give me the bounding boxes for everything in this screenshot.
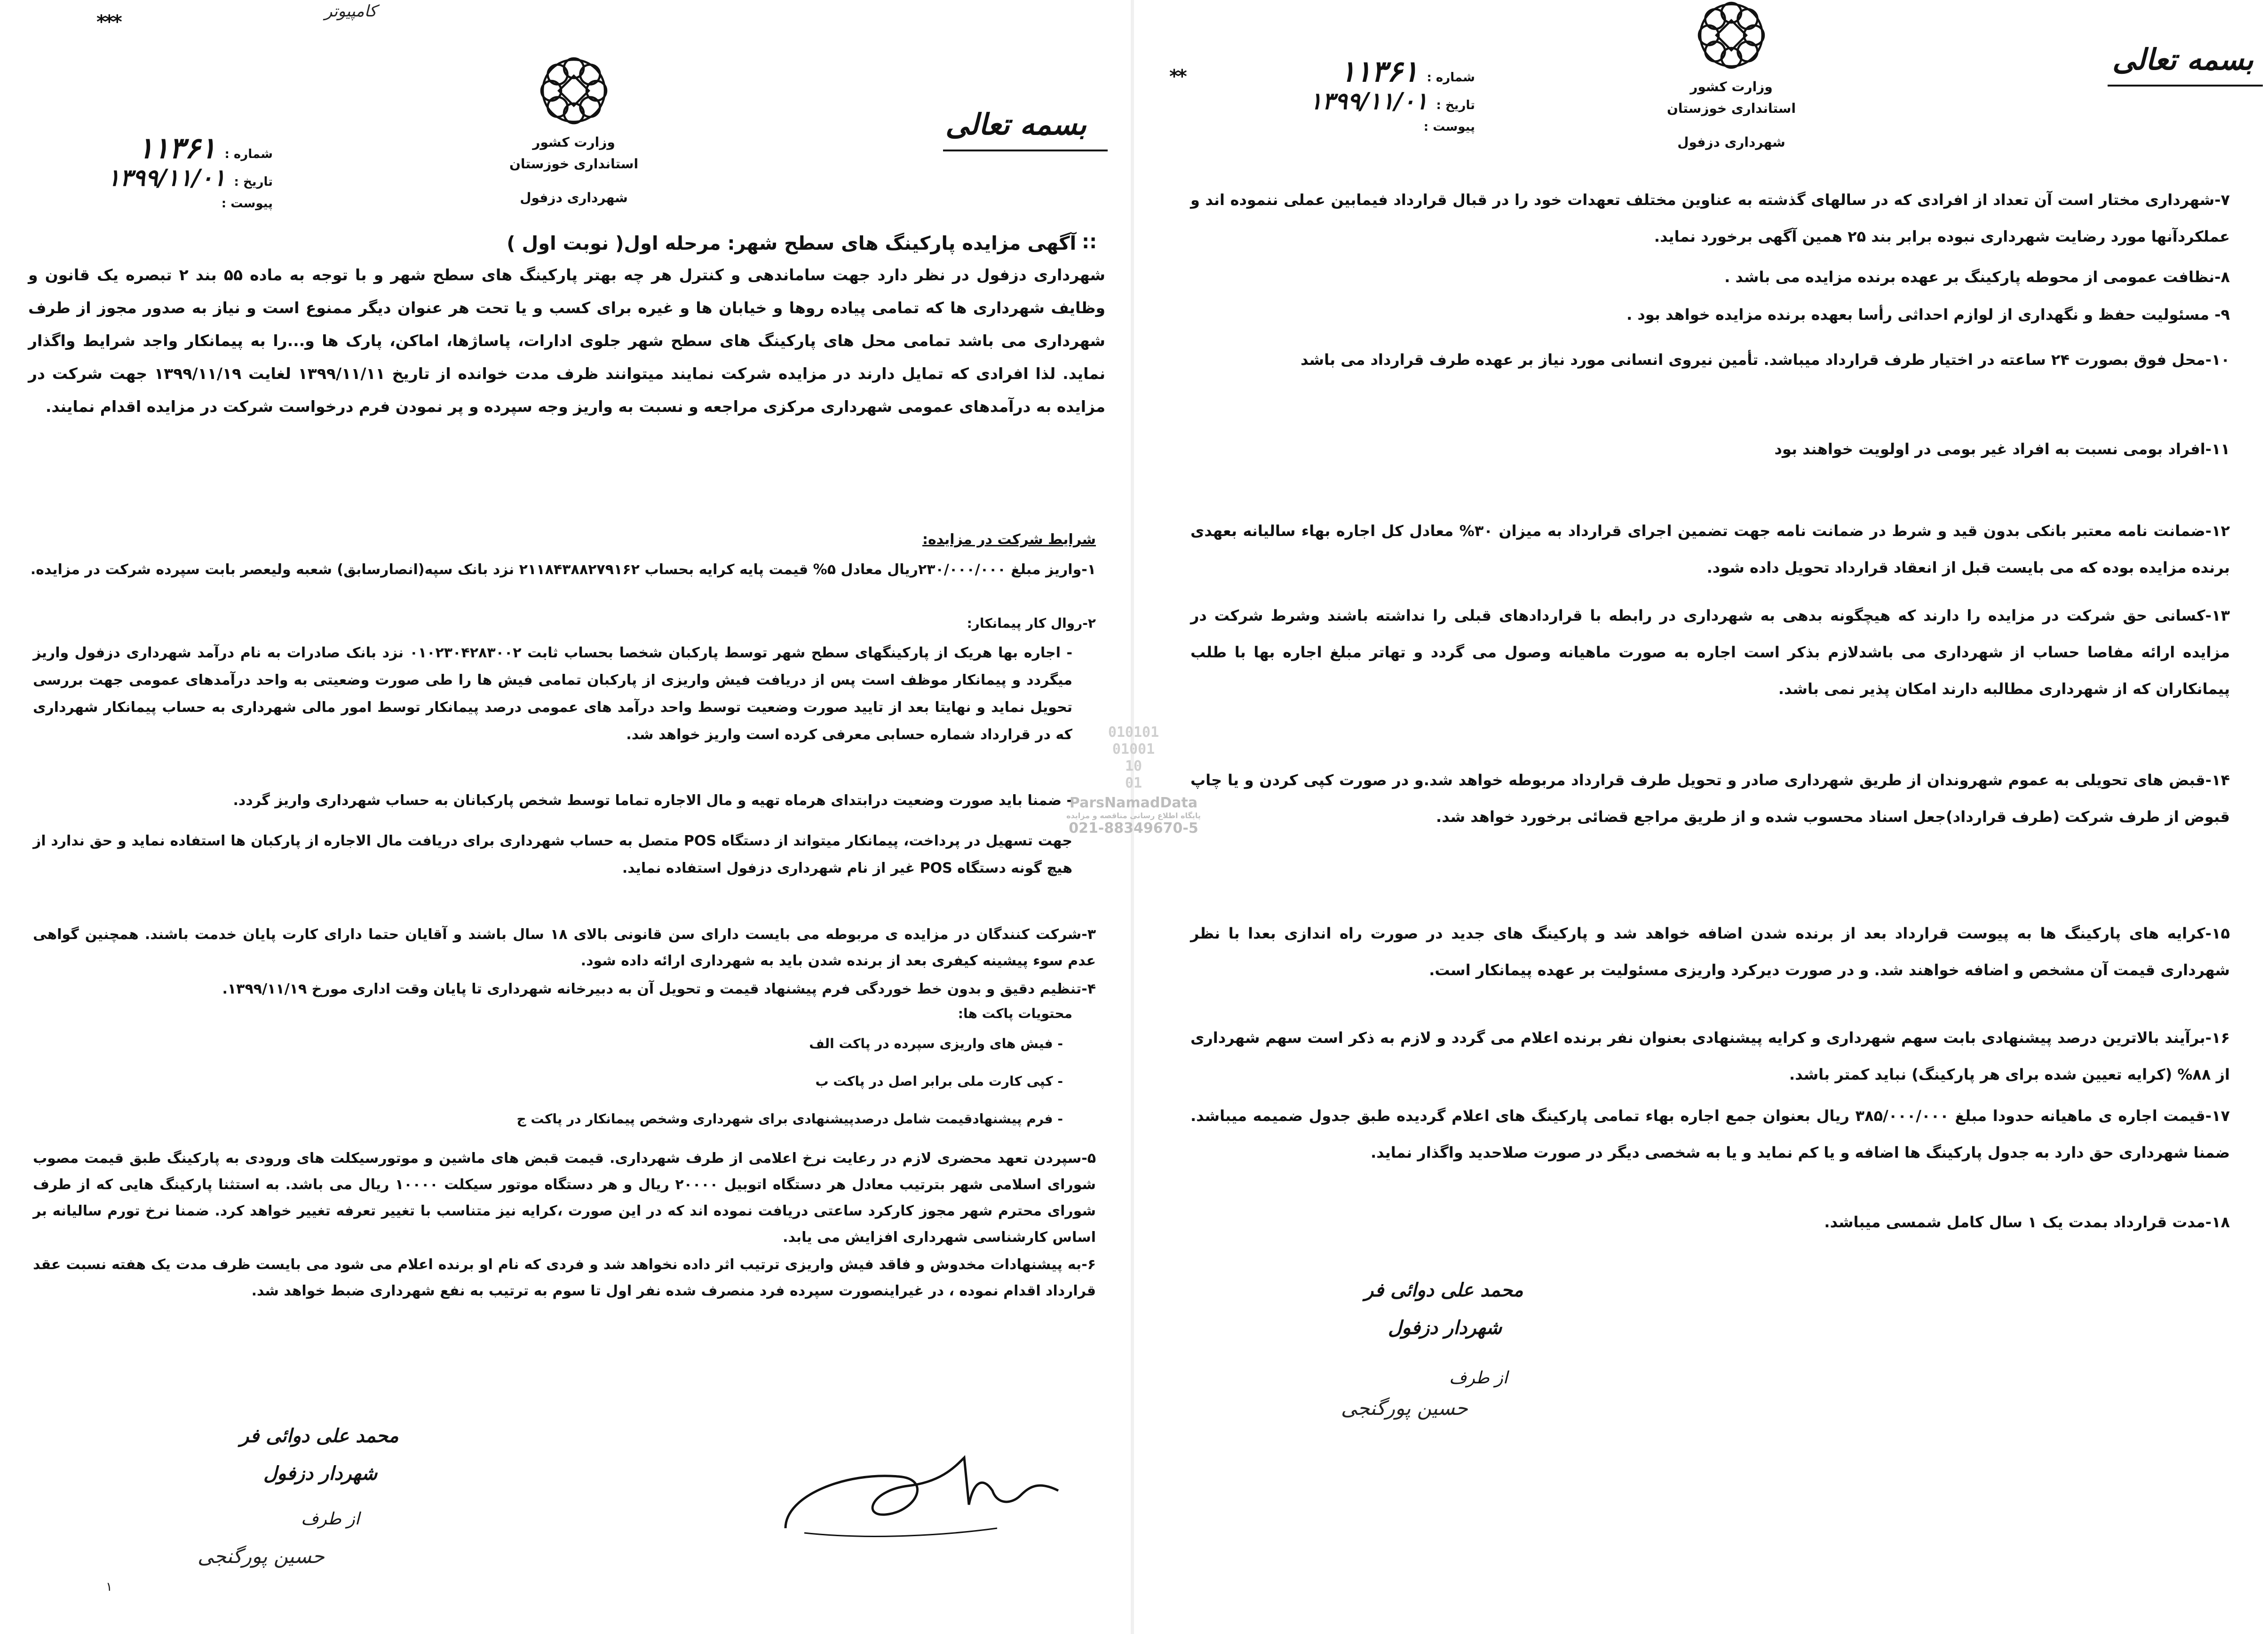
emblem-icon (1696, 0, 1767, 71)
handwritten-note: کامپیوتر (325, 2, 377, 21)
page-two (1134, 0, 2268, 1634)
signatory-name: محمد علی دوائی فر (240, 1425, 399, 1447)
condition-2-title: ۲-روال کار پیمانکار: (967, 616, 1096, 631)
condition-4: ۴-تنظیم دقیق و بدون خط خوردگی فرم پیشنهاد قیمت و تحویل آن به دبیرخانه شهرداری تا پایان وقت اداری مورخ ۱۳۹۹/۱۱/۱۹. (222, 981, 1096, 997)
page-number: ۱ (106, 1580, 112, 1594)
ministry-name: وزارت کشور (532, 134, 615, 150)
clause-8: ۸-نظافت عمومی از محوطه پارکینگ بر عهده برنده مزایده می باشد . (1724, 268, 2230, 286)
number-label: شماره : (224, 147, 273, 161)
clause-18: ۱۸-مدت قرارداد بمدت یک ۱ سال کامل شمسی میباشد. (1824, 1213, 2230, 1231)
basmala-underline-right (2108, 85, 2263, 87)
condition-6: ۶-به پیشنهادات مخدوش و فاقد فیش واریزی ترتیب اثر داده نخواهد شد و فردی که نام او برنده اعلام می شود می بایست ظرف مدت یک هفته نسبت عقد قرارداد اقدام نموده ، در غیراینصورت سپرده فرد منصرف شده نفر اول تا سوم به ترتیب به نفع شهرداری ضبط خواهد شد. (33, 1256, 1096, 1299)
intro-paragraph: شهرداری دزفول در نظر دارد جهت ساماندهی و کنترل هر چه بهتر پارکینگ های سطح شهر و با توجه به ماده ۵۵ بند ۲ تبصره یک قانون و وظایف شهرداری ها که تمامی پیاده روها و خیابان ها و غیره برای کسب و یا تحت هر عنوان دیگر ممنوع است و نیاز به صدور مجوز از طرف شهرداری می باشد تمامی محل های پارکینگ های سطح شهر جلوی ادارات، پاساژها، اماکن، پارک ها و...را به پیمانکار واجد شرایط واگذار نماید. لذا افرادی که تمایل دارند در مزایده شرکت نمایند میتوانند ظرف مدت خوانده از تاریخ ۱۳۹۹/۱۱/۱۱ لغایت ۱۳۹۹/۱۱/۱۹ جهت شرکت در مزایده به درآمدهای عمومی شهرداری مرکزی مراجعه و نسبت به واریز وجه سپرده و پر نمودن فرم درخواست شرکت در مزایده اقدام نمایند. (28, 266, 1106, 416)
condition-1: ۱-واریز مبلغ ۲۳۰/۰۰۰/۰۰۰ریال معادل ۵% قیمت پایه کرایه بحساب ۲۱۱۸۴۳۸۸۲۷۹۱۶۲ نزد بانک سپه(انصارسابق) شعبه ولیعصر بابت سپرده شرکت در مزایده. (30, 561, 1096, 578)
number-label: شماره : (1427, 71, 1475, 85)
basmala-underline (943, 150, 1108, 151)
delegate-signature: حسین پورگنجی (1341, 1397, 1468, 1420)
watermark-phone: 021-88349670-5 (1069, 820, 1198, 837)
delegate-signature: حسین پورگنجی (198, 1545, 325, 1568)
watermark-bits-4: 01 (1125, 775, 1142, 791)
date-row (1212, 87, 1475, 120)
letterhead-right (1651, 0, 1811, 153)
signatory-name: محمد علی دوائی فر (1364, 1279, 1523, 1301)
basmala-right: بسمه تعالی (2112, 42, 2253, 77)
attachment-row (9, 197, 273, 229)
date-value: ۱۳۹۹/۱۱/۰۱ (107, 164, 226, 191)
corner-mark-right: ** (1169, 66, 1185, 87)
clause-12: ۱۲-ضمانت نامه معتبر بانکی بدون قید و شرط در ضمانت نامه جهت تضمین اجرای قرارداد به میزان ۳۰% معادل کل اجاره بهاء سالیانه بعهدی برنده مزایده بوده که می بایست قبل از انعقاد قرارداد تحویل داده شود. (1190, 522, 2230, 576)
signatory-title: شهردار دزفول (263, 1462, 378, 1484)
municipality-name: شهرداری دزفول (1677, 134, 1785, 150)
clause-14: ۱۴-قبض های تحویلی به عموم شهروندان از طریق شهرداری صادر و تحویل طرف قرارداد مربوطه خواهد شد.و در صورت کپی کردن و یا چاپ قبوض از طرف شرکت (طرف قرارداد)جعل اسناد محسوب شده و از طریق مراجع قضائی برخورد خواهد شد. (1190, 771, 2230, 826)
condition-3: ۳-شرکت کنندگان در مزایده ی مربوطه می بایست دارای سن قانونی بالای ۱۸ سال باشند و آقایان حتما دارای کارت پایان خدمت باشند. همچنین گواهی عدم سوء پیشینه کیفری بعد از برنده شدن باید به شهرداری ارائه داده شود. (33, 926, 1096, 969)
number-value: ۱۱۳۶۱ (1340, 54, 1419, 88)
ad-title: ∷ آگهی مزایده پارکینگ های سطح شهر: مرحله اول( نوبت اول ) (470, 230, 1096, 257)
municipality-name: شهرداری دزفول (520, 190, 628, 205)
handwritten-signature (776, 1439, 1068, 1547)
attachment-row (1212, 120, 1475, 153)
letter-meta (9, 131, 273, 229)
watermark-name: ParsNamadData (1069, 795, 1198, 811)
emblem-icon (539, 55, 609, 126)
date-label: تاریخ : (234, 175, 273, 189)
clause-15: ۱۵-کرایه های پارکینگ ها به پیوست قرارداد بعد از برنده شدن اضافه خواهد شد و پارکینگ های جدید در صورت راه اندازی بعدا با نظر شهرداری قیمت آن مشخص و اضافه خواهند شد. و در صورت دیرکرد واریزی مسئولیت بر عهده پیمانکار است. (1190, 924, 2230, 979)
corner-mark: *** (96, 11, 120, 33)
condition-2-bullet-3: جهت تسهیل در پرداخت، پیمانکار میتواند از دستگاه POS متصل به حساب شهرداری برای دریافت مال الاجاره از پارکبان ها استفاده نماید و حق ندارد از هیچ گونه دستگاه POS غیر از نام شهرداری دزفول استفاده نماید. (33, 833, 1072, 876)
date-value: ۱۳۹۹/۱۱/۰۱ (1309, 87, 1428, 115)
watermark-bits-3: 10 (1125, 758, 1142, 774)
condition-2-bullet-1: - اجاره بها هریک از پارکینگهای سطح شهر توسط پارکبان شخصا بحساب ثابت ۰۱۰۲۳۰۴۲۸۳۰۰۲ نزد بانک صادرات به نام درآمد شهرداری دزفول واریز میگردد و پیمانکار موظف است پس از دریافت فیش واریزی از پارکبان تمامی فیش ها را طی صورت وضعیتی به واحد درآمدهای عمومی جهت بررسی تحویل نماید و نهایتا بعد از تایید صورت وضعیت توسط واحد درآمد های عمومی درصد پیمانکار توسط امور مالی شهرداری به حساب پیمانکار شهرداری که در قرارداد شماره حسابی معرفی کرده است واریز خواهد شد. (33, 639, 1072, 749)
ministry-name: وزارت کشور (1690, 79, 1773, 95)
watermark-bits-1: 010101 (1108, 724, 1159, 741)
date-row (9, 164, 273, 197)
province-name: استانداری خوزستان (509, 156, 639, 172)
packet-b: - کپی کارت ملی برابر اصل در پاکت ب (423, 1070, 1063, 1093)
condition-5: ۵-سپردن تعهد محضری لازم در رعایت نرخ اعلامی از طرف شهرداری. قیمت قبض های ماشین و موتورسیکلت های ورودی به پارکینگ طبق قیمت مصوب شورای اسلامی شهر بترتیب معادل هر دستگاه اتوبیل ۲۰۰۰۰ ریال و هر دستگاه موتور سیکلت ۱۰۰۰۰ ریال می باشد. به استثنا پارکینگ هایی که از طرف شورای محترم شهر مجوز کارکرد ساعتی دریافت نموده اند که در این صورت ،کرایه نیز متناسب با تغییر تعرفه تغییر خواهد کرد. ضمنا نرخ تورم سالیانه بر اساس کارشناسی شهرداری افزایش می یابد. (33, 1150, 1096, 1246)
clause-17: ۱۷-قیمت اجاره ی ماهیانه حدودا مبلغ ۳۸۵/۰۰۰/۰۰۰ ریال بعنوان جمع اجاره بهاء تمامی پارکینگ های اعلام گردیده طبق جدول ضمیمه میباشد. ضمنا شهرداری حق دارد به جدول پارکینگ ها اضافه و یا کم نماید و یا به شخصی دیگر در صورت صلاحدید واگذار نماید. (1190, 1107, 2230, 1161)
on-behalf-label: از طرف (301, 1509, 360, 1529)
letter-meta-right (1212, 54, 1475, 153)
clause-11: ۱۱-افراد بومی نسبت به افراد غیر بومی در اولویت خواهند بود (1774, 440, 2230, 458)
number-row (1212, 54, 1475, 87)
clause-9: ۹- مسئولیت حفظ و نگهداری از لوازم احداثی رأسا بعهده برنده مزایده خواهد بود . (1626, 306, 2230, 324)
attachment-label: پیوست : (1423, 120, 1475, 134)
clause-16: ۱۶-برآیند بالاترین درصد پیشنهادی بابت سهم شهرداری و کرایه پیشنهادی بعنوان نفر برنده اعلام می گردد و لازم به ذکر است سهم شهرداری از ۸۸% (کرایه تعیین شده برای هر پارکینگ) نباید کمتر باشد. (1190, 1029, 2230, 1083)
basmala: بسمه تعالی (945, 107, 1086, 142)
on-behalf-label: از طرف (1449, 1368, 1508, 1388)
watermark-tagline: پایگاه اطلاع رسانی مناقصه و مزایده (1066, 811, 1201, 820)
conditions-title: شرایط شرکت در مزایده: (922, 531, 1096, 548)
number-value: ۱۱۳۶۱ (137, 131, 216, 165)
number-row (9, 131, 273, 164)
parsnamad-watermark (1058, 724, 1209, 837)
packet-c: - فرم پیشنهادقیمت شامل درصدپیشنهادی برای شهرداری وشخص پیمانکار در پاکت ج (329, 1108, 1063, 1130)
watermark-bits-2: 01001 (1112, 741, 1155, 758)
attachment-label: پیوست : (221, 197, 273, 211)
signatory-title: شهردار دزفول (1388, 1317, 1502, 1339)
packet-a: - فیش های واریزی سپرده در پاکت الف (423, 1033, 1063, 1055)
condition-2-bullet-2: - ضمنا باید صورت وضعیت درابتدای هرماه تهیه و مال الاجاره تماما توسط شخص پارکبانان به حساب شهرداری واریز گردد. (33, 787, 1072, 814)
date-label: تاریخ : (1436, 98, 1475, 112)
province-name: استانداری خوزستان (1666, 101, 1796, 116)
clause-10: ۱۰-محل فوق بصورت ۲۴ ساعته در اختیار طرف قرارداد میباشد. تأمین نیروی انسانی مورد نیاز بر عهده طرف قرارداد می باشد (1301, 351, 2230, 369)
clause-13: ۱۳-کسانی حق شرکت در مزایده را دارند که هیچگونه بدهی به شهرداری در رابطه با قراردادهای قبلی را نداشته باشند وشرط شرکت در مزایده ارائه مفاصا حساب از شهرداری می باشدلازم بذکر است اجاره به صورت ماهیانه وصول می گردد و تهاتر مبلغ اجاره بها با طلب پیمانکاران که از شهرداری مطالبه دارند امکان پذیر نمی باشد. (1190, 607, 2230, 698)
packet-contents-title: محتویات پاکت ها: (958, 1006, 1072, 1021)
clause-7: ۷-شهرداری مختار است آن تعداد از افرادی که در سالهای گذشته به عناوین مختلف تعهدات خود را در قبال قرارداد فیمابین عملی ننموده اند و عملکردآنها مورد رضایت شهرداری نبوده برابر بند ۲۵ همین آگهی برخورد نماید. (1190, 191, 2230, 245)
letterhead (494, 55, 654, 209)
